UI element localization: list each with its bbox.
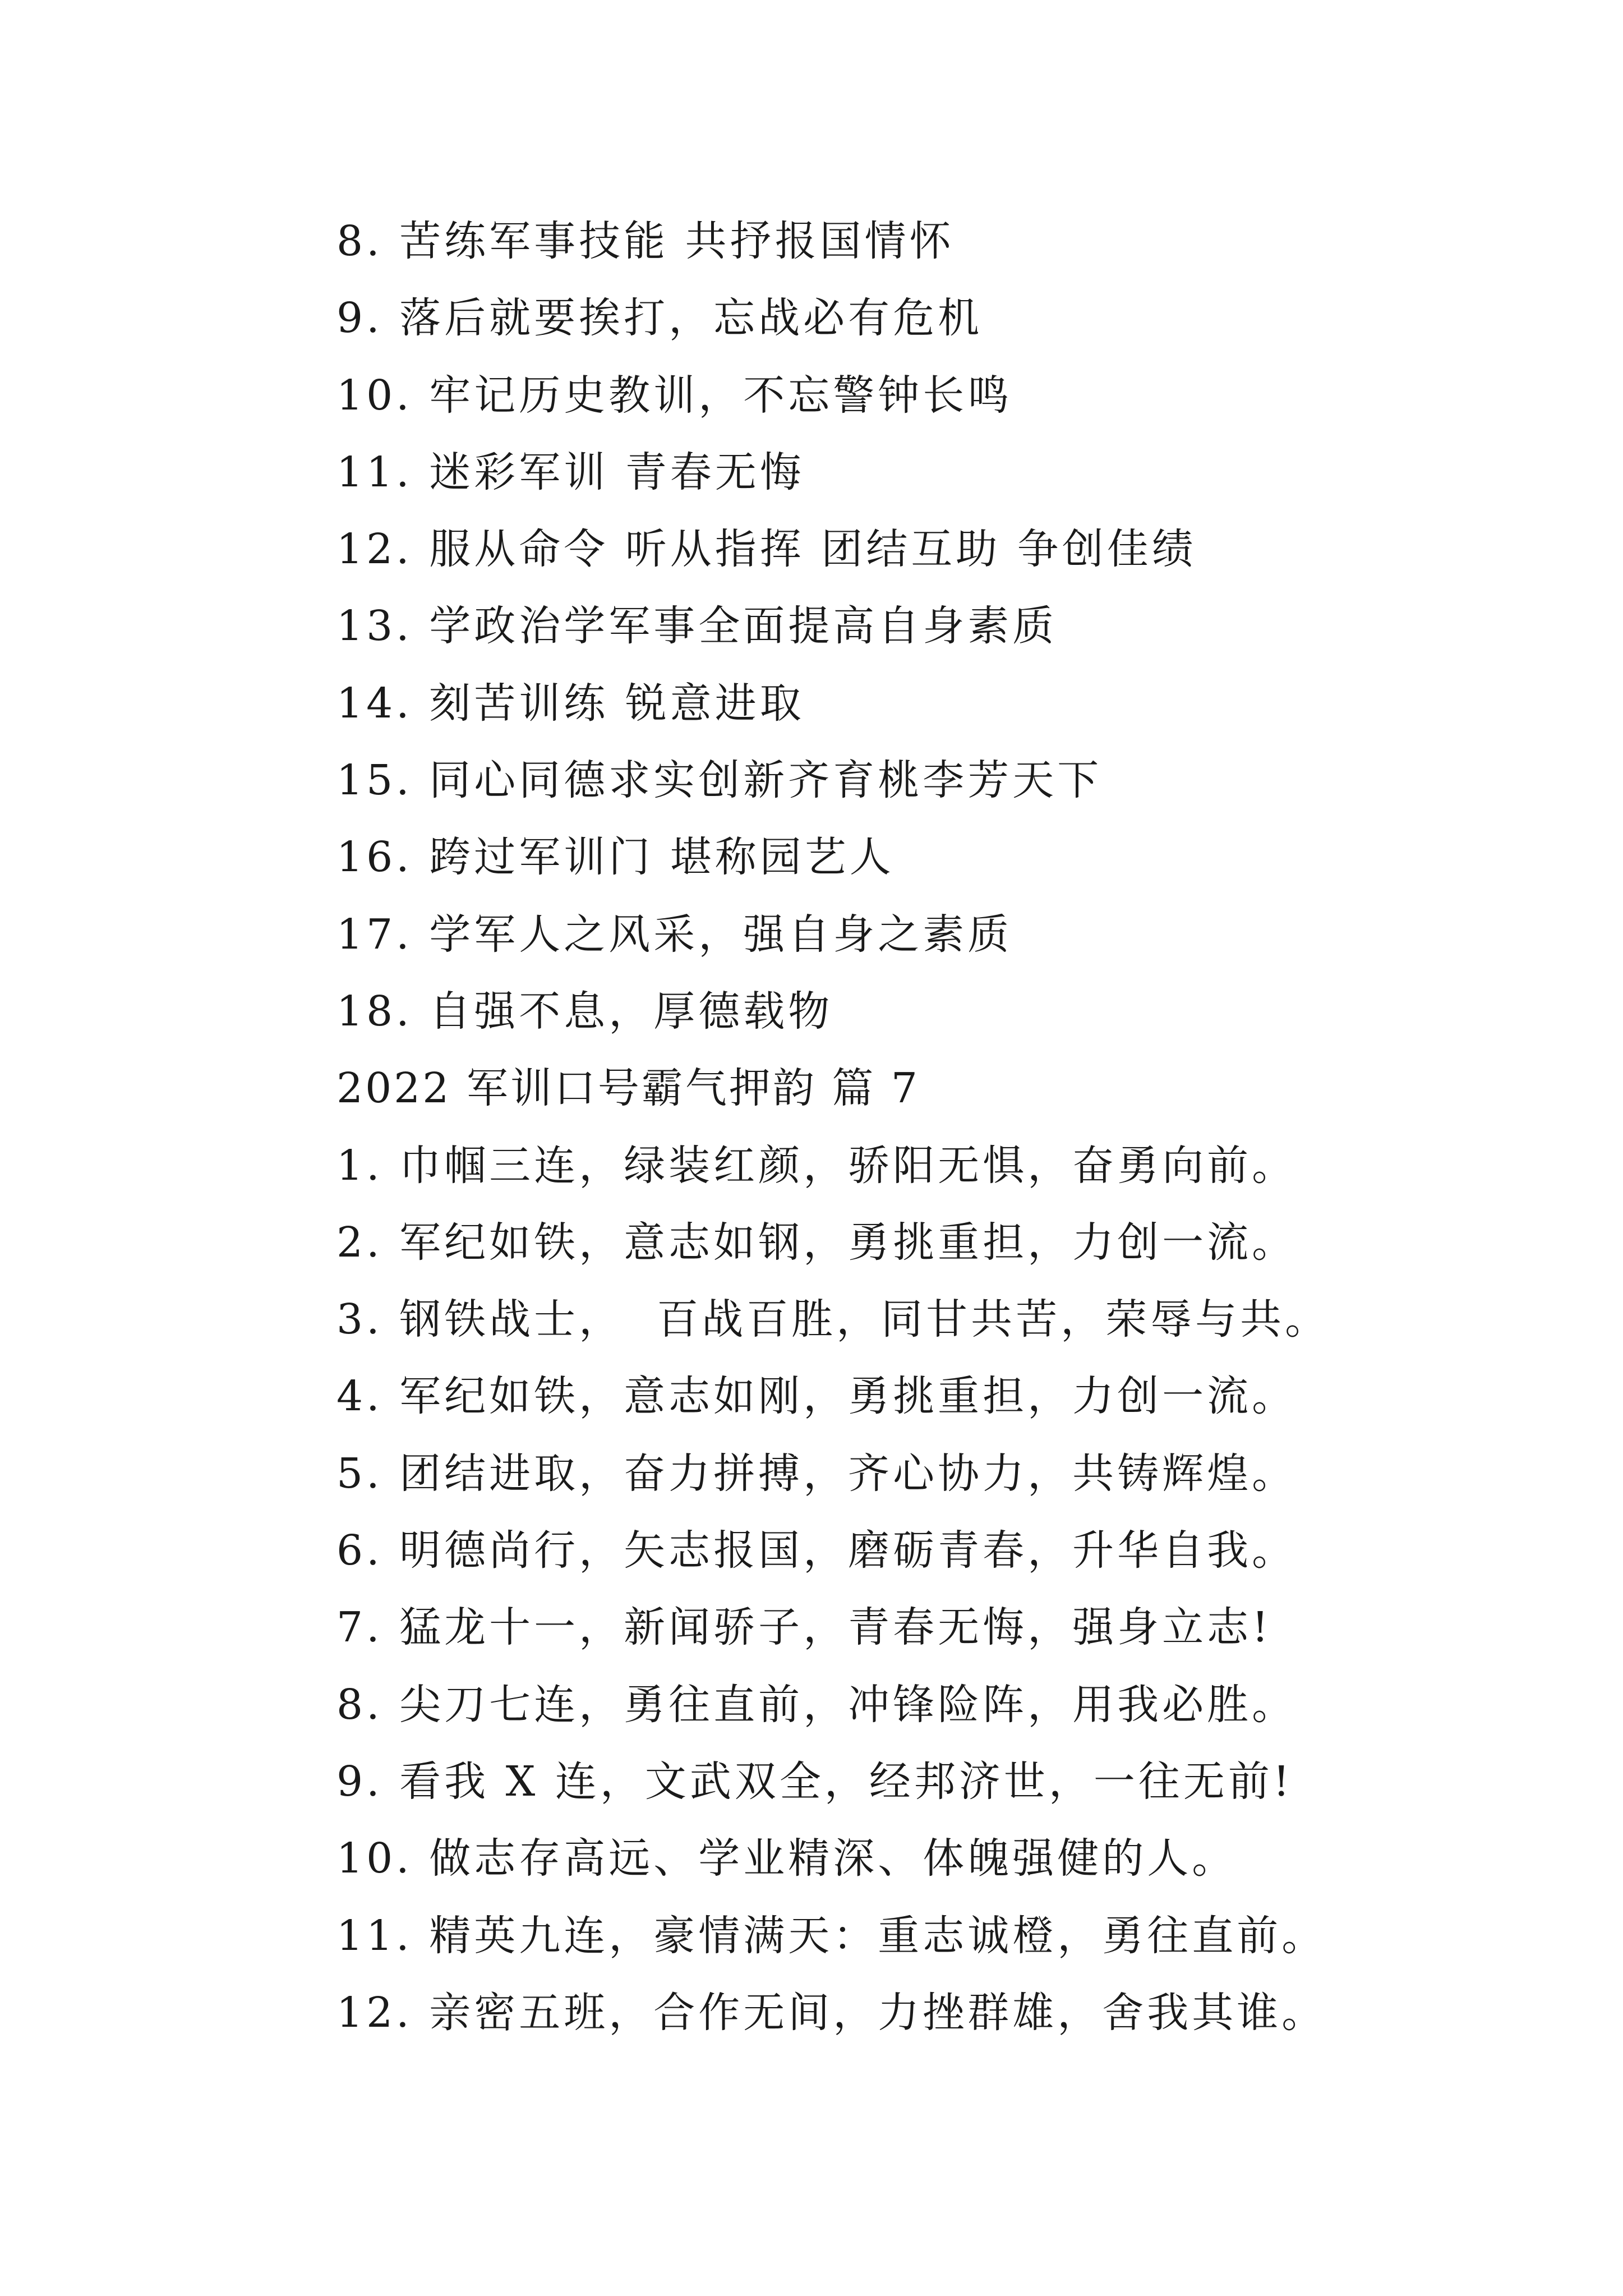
list-item <box>336 280 1486 357</box>
item-number: 4. <box>336 1372 383 1421</box>
item-text: 明德尚行，矢志报国，磨砺青春，升华自我。 <box>399 1526 1297 1575</box>
item-number: 13. <box>336 602 413 651</box>
section-heading: 2022 军训口号霸气押韵 篇 7 <box>336 1064 920 1113</box>
item-number: 11. <box>336 448 413 496</box>
list-item <box>336 1512 1486 1589</box>
item-text: 军纪如铁，意志如刚，勇挑重担，力创一流。 <box>399 1372 1297 1421</box>
item-text: 巾帼三连，绿装红颜，骄阳无惧，奋勇向前。 <box>399 1141 1297 1190</box>
list-item <box>336 896 1486 973</box>
list-item <box>336 1128 1486 1204</box>
list-item <box>336 665 1486 742</box>
list-item <box>336 1743 1486 1820</box>
item-number: 1. <box>336 1141 383 1190</box>
item-number: 7. <box>336 1603 383 1652</box>
item-number: 15. <box>336 756 413 805</box>
item-text: 牢记历史教训，不忘警钟长鸣 <box>429 371 1013 420</box>
item-number: 6. <box>336 1526 383 1575</box>
list-item <box>336 1204 1486 1281</box>
item-number: 10. <box>336 371 413 420</box>
item-text: 跨过军训门 堪称园艺人 <box>429 833 895 882</box>
item-text: 迷彩军训 青春无悔 <box>429 448 805 496</box>
item-text: 苦练军事技能 共抒报国情怀 <box>399 217 955 265</box>
item-text: 钢铁战士， 百战百胜，同甘共苦，荣辱与共。 <box>399 1295 1330 1344</box>
list-item <box>336 1898 1486 1975</box>
item-number: 9. <box>336 1757 383 1806</box>
list-item <box>336 973 1486 1050</box>
list-item <box>336 1435 1486 1512</box>
item-number: 16. <box>336 833 413 882</box>
list-item <box>336 1358 1486 1435</box>
list-item <box>336 434 1486 511</box>
item-number: 11. <box>336 1911 413 1960</box>
list-item <box>336 1281 1486 1358</box>
list-item <box>336 1975 1486 2051</box>
list-item <box>336 203 1486 280</box>
item-text: 自强不息，厚德载物 <box>429 987 833 1036</box>
item-text: 猛龙十一，新闻骄子，青春无悔，强身立志! <box>399 1603 1272 1652</box>
list-item <box>336 1820 1486 1897</box>
item-text: 刻苦训练 锐意进取 <box>429 679 805 728</box>
item-number: 3. <box>336 1295 383 1344</box>
item-text: 精英九连，豪情满天：重志诚橙，勇往直前。 <box>429 1911 1327 1960</box>
item-number: 17. <box>336 910 413 959</box>
item-number: 18. <box>336 987 413 1036</box>
second-list <box>336 1128 1486 2052</box>
item-text: 团结进取，奋力拼搏，齐心协力，共铸辉煌。 <box>399 1449 1297 1498</box>
item-number: 12. <box>336 1988 413 2037</box>
item-number: 14. <box>336 679 413 728</box>
list-item <box>336 1667 1486 1743</box>
document-body <box>336 203 1486 2051</box>
item-text: 同心同德求实创新齐育桃李芳天下 <box>429 756 1103 805</box>
list-item <box>336 357 1486 434</box>
item-number: 9. <box>336 294 383 343</box>
item-number: 8. <box>336 1680 383 1729</box>
item-text: 落后就要挨打，忘战必有危机 <box>399 294 983 343</box>
item-text: 做志存高远、学业精深、体魄强健的人。 <box>429 1834 1237 1883</box>
item-number: 10. <box>336 1834 413 1883</box>
item-text: 尖刀七连，勇往直前，冲锋险阵，用我必胜。 <box>399 1680 1297 1729</box>
item-number: 5. <box>336 1449 383 1498</box>
list-item <box>336 511 1486 588</box>
item-text: 服从命令 听从指挥 团结互助 争创佳绩 <box>429 525 1197 574</box>
first-list <box>336 203 1486 1050</box>
item-number: 2. <box>336 1218 383 1267</box>
item-text: 学军人之风采，强自身之素质 <box>429 910 1013 959</box>
item-text: 军纪如铁，意志如钢，勇挑重担，力创一流。 <box>399 1218 1297 1267</box>
item-text: 看我 X 连，文武双全，经邦济世，一往无前! <box>399 1757 1293 1806</box>
item-number: 8. <box>336 217 383 265</box>
list-item <box>336 1589 1486 1666</box>
list-item <box>336 819 1486 896</box>
list-item <box>336 588 1486 665</box>
item-text: 亲密五班，合作无间，力挫群雄，舍我其谁。 <box>429 1988 1327 2037</box>
item-number: 12. <box>336 525 413 574</box>
list-item <box>336 742 1486 819</box>
item-text: 学政治学军事全面提高自身素质 <box>429 602 1058 651</box>
